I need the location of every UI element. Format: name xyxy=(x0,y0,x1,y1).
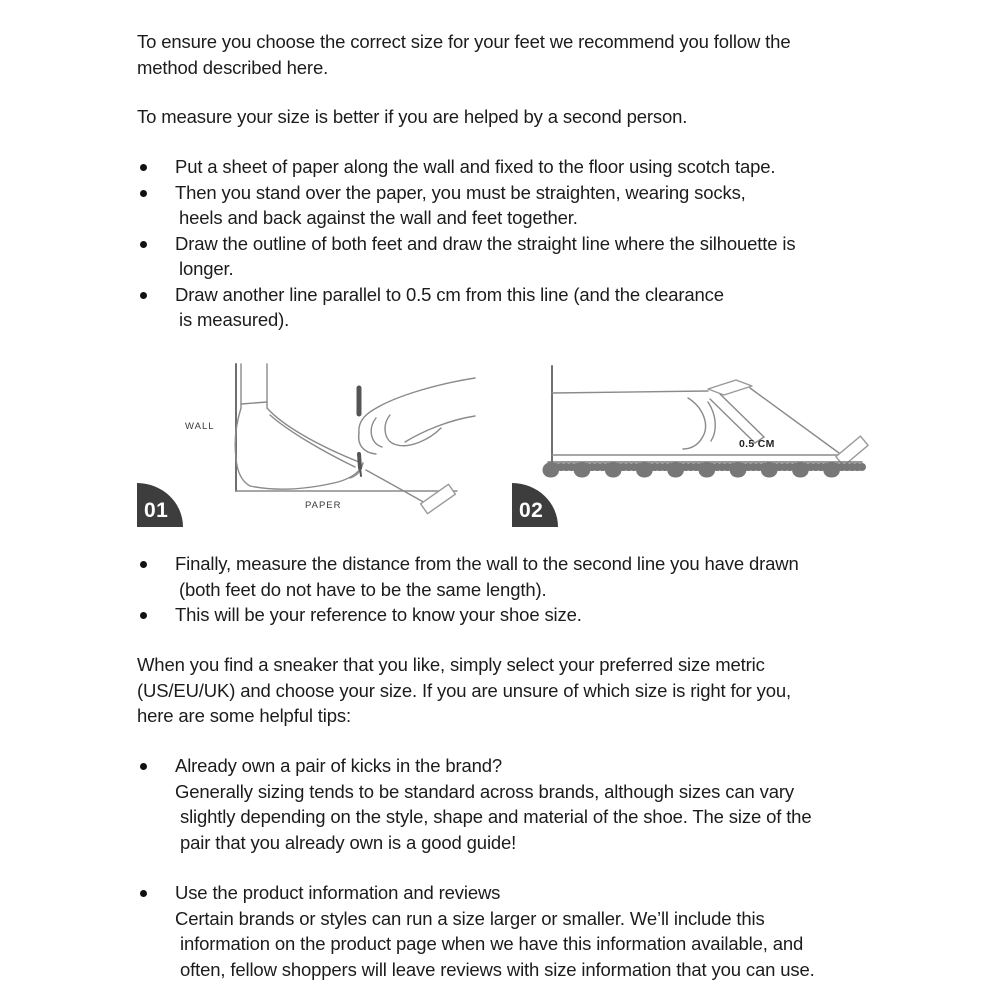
paragraph-line: method described here. xyxy=(137,56,329,78)
toe-outline-curve xyxy=(683,398,706,449)
sizing-paragraph xyxy=(137,652,877,729)
intro-paragraph-1 xyxy=(137,29,877,80)
list-item xyxy=(137,880,877,982)
clearance-label: 0.5 CM xyxy=(739,438,775,450)
list-item-text: Then you stand over the paper, you must be straighten, wearing socks, xyxy=(175,181,746,203)
list-item-text: often, fellow shoppers will leave reviews with size information that you can use. xyxy=(180,958,815,980)
list-item xyxy=(137,154,877,180)
figure-number-badge: 01 xyxy=(137,483,183,527)
toe-outline-curve xyxy=(708,402,715,441)
bullet-icon xyxy=(137,154,175,171)
paragraph-line: To ensure you choose the correct size for your feet we recommend you follow the xyxy=(137,31,791,52)
list-item-text: Already own a pair of kicks in the brand? xyxy=(175,755,503,776)
list-item-text: This will be your reference to know your shoe size. xyxy=(175,604,582,625)
results-list xyxy=(137,551,877,628)
tips-list xyxy=(137,753,877,982)
measuring-steps-list xyxy=(137,154,877,333)
list-item xyxy=(137,180,877,231)
paragraph-line: When you find a sneaker that you like, simply select your preferred size metric xyxy=(137,654,765,675)
list-item-text: is measured). xyxy=(179,309,290,330)
bullet-icon xyxy=(137,231,175,248)
list-item xyxy=(137,282,877,333)
sock-cuff xyxy=(241,402,267,404)
clearance-illustration xyxy=(512,358,874,528)
list-item xyxy=(137,231,877,282)
pen-tip xyxy=(360,468,361,476)
intro-paragraph-2 xyxy=(137,104,877,130)
hand-finger xyxy=(371,418,382,447)
list-item-text: Generally sizing tends to be standard across brands, although sizes can vary xyxy=(175,780,794,802)
list-item-text: (both feet do not have to be the same length). xyxy=(179,578,547,600)
paragraph-line: here are some helpful tips: xyxy=(137,705,351,726)
foot-outline xyxy=(235,408,363,489)
foot-tracing-illustration xyxy=(137,358,477,528)
list-item-text: Certain brands or styles can run a size larger or smaller. We’ll include this xyxy=(175,907,765,929)
list-item-text: Put a sheet of paper along the wall and fixed to the floor using scotch tape. xyxy=(175,156,776,177)
paragraph-line: (US/EU/UK) and choose your size. If you are unsure of which size is right for you, xyxy=(137,679,791,701)
list-item-text: longer. xyxy=(179,258,234,279)
list-item-text: Finally, measure the distance from the wall to the second line you have drawn xyxy=(175,553,799,574)
list-item-text: pair that you already own is a good guide! xyxy=(180,831,517,853)
wall-label: WALL xyxy=(185,421,215,432)
trace-line xyxy=(366,470,427,504)
list-item-text: slightly depending on the style, shape and material of the shoe. The size of the xyxy=(180,806,812,827)
hand-outline xyxy=(359,378,475,433)
bullet-icon xyxy=(137,180,175,197)
figure-foot-tracing xyxy=(137,358,477,528)
list-item-text: Draw the outline of both feet and draw the straight line where the silhouette is xyxy=(175,232,796,254)
bullet-icon xyxy=(137,602,175,619)
tape-icon xyxy=(421,484,456,513)
bullet-icon xyxy=(137,282,175,299)
tape-icon xyxy=(708,380,752,395)
hand-knuckle xyxy=(394,428,441,446)
list-item xyxy=(137,551,877,602)
hand-finger xyxy=(385,415,394,444)
list-item-text: heels and back against the wall and feet together. xyxy=(179,207,578,228)
figure-number-badge: 02 xyxy=(512,483,558,527)
paper-label: PAPER xyxy=(305,500,342,511)
foot-top-outline xyxy=(267,408,359,462)
list-item xyxy=(137,753,877,855)
hand-finger xyxy=(359,433,376,454)
figure-clearance-measure xyxy=(512,358,874,528)
paper-top-line xyxy=(552,391,708,393)
bullet-icon xyxy=(137,880,175,897)
list-item-text: Draw another line parallel to 0.5 cm from this line (and the clearance xyxy=(175,283,724,305)
bullet-icon xyxy=(137,753,175,770)
bullet-icon xyxy=(137,551,175,568)
pen-icon xyxy=(359,454,360,468)
paragraph-line: To measure your size is better if you are helped by a second person. xyxy=(137,106,688,127)
list-item xyxy=(137,602,877,628)
list-item-text: Use the product information and reviews xyxy=(175,882,501,903)
list-item-text: information on the product page when we have this information available, and xyxy=(180,933,804,954)
